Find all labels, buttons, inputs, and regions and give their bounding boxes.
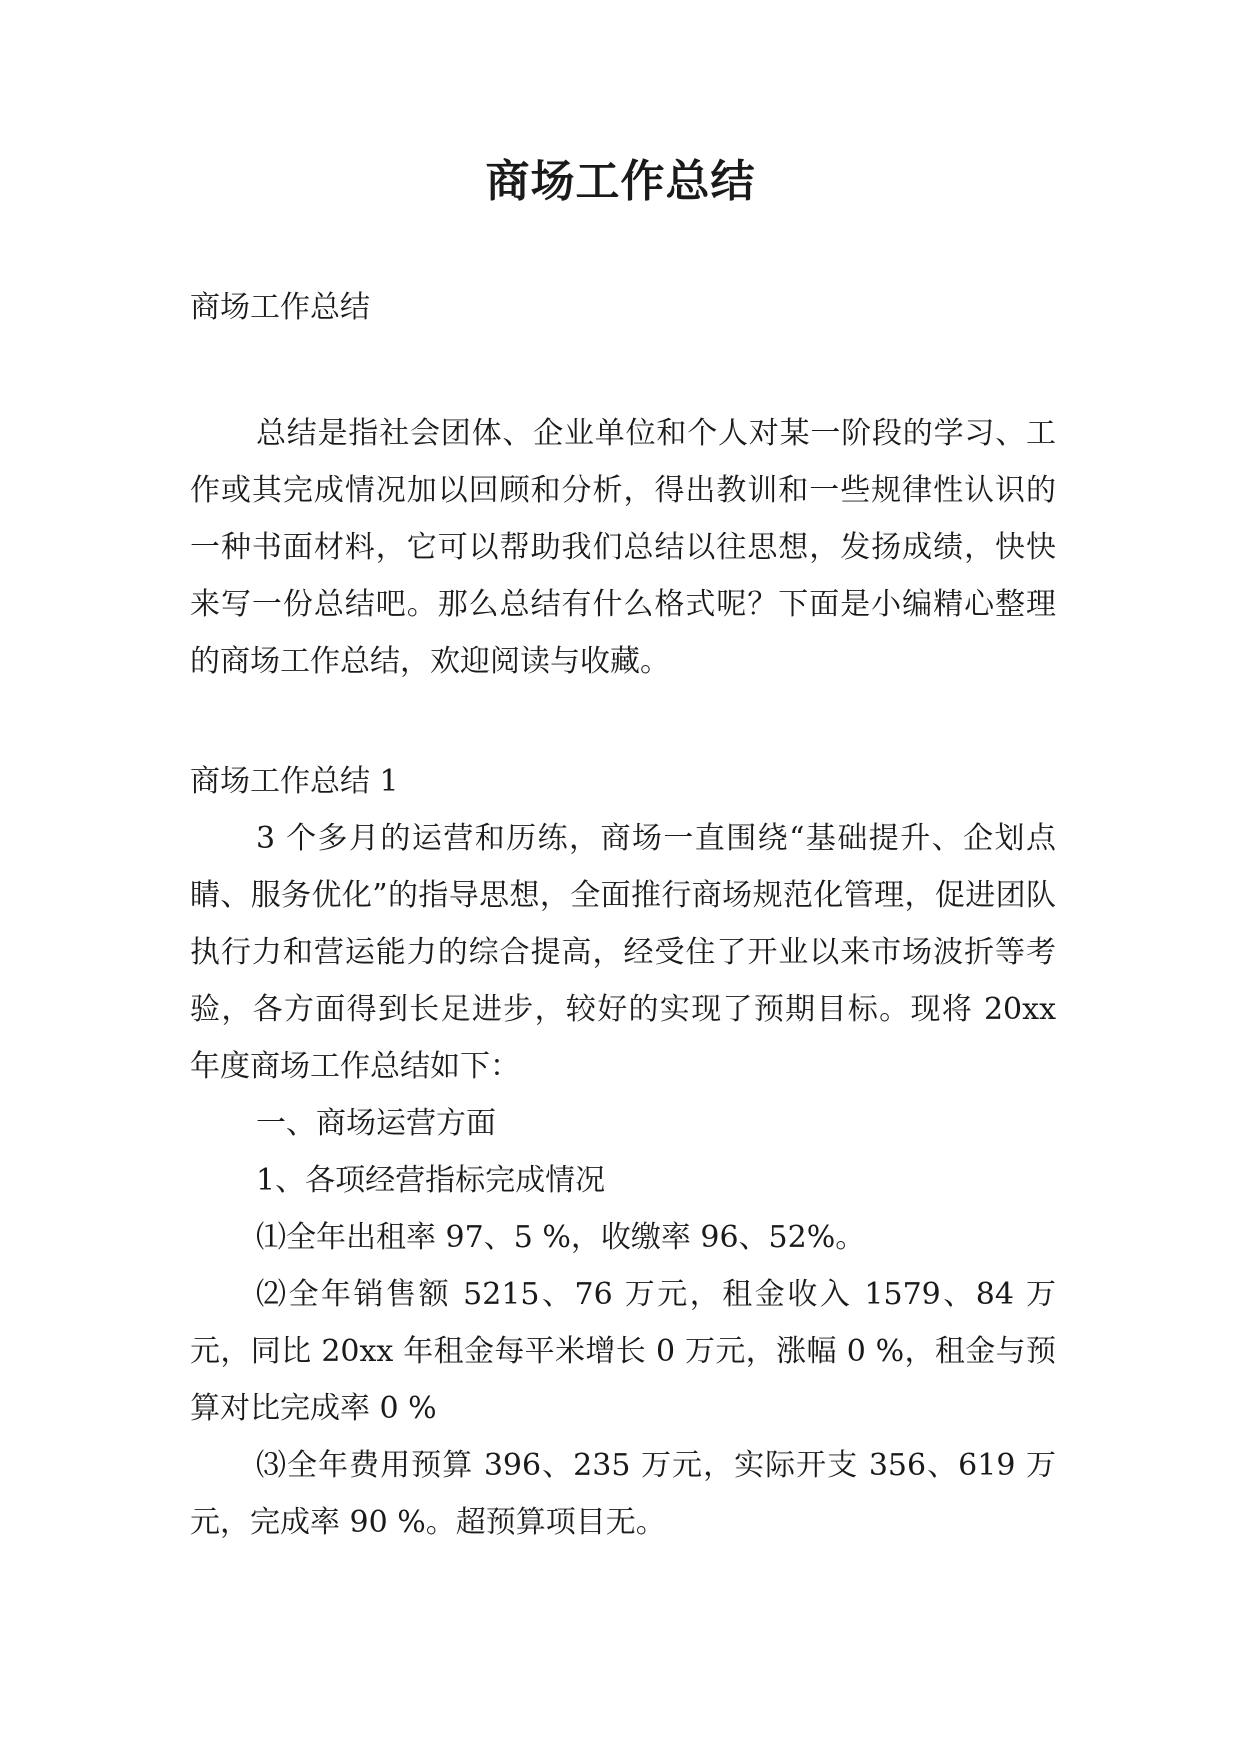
intro-paragraph: 总结是指社会团体、企业单位和个人对某一阶段的学习、工作或其完成情况加以回顾和分析，得出教训和一些规律性认识的一种书面材料，它可以帮助我们总结以往思想，发扬成绩，快快来写一份总结吧。那么总结有什么格式呢？下面是小编精心整理的商场工作总结，欢迎阅读与收藏。 [190, 416, 1056, 679]
list-item: ⑴全年出租率 97、5 %，收缴率 96、52%。 [256, 1220, 866, 1255]
section-paragraph: 3 个多月的运营和历练，商场一直围绕“基础提升、企划点睛、服务优化”的指导思想，全面推行商场规范化管理，促进团队执行力和营运能力的综合提高，经受住了开业以来市场波折等考验，各方面得到长足进步，较好的实现了预期目标。现将 20xx 年度商场工作总结如下： [190, 821, 1056, 1084]
section-1 [190, 753, 1056, 1551]
list-item: ⑶全年费用预算 396、235 万元，实际开支 356、619 万元，完成率 90 %。超预算项目无。 [190, 1448, 1056, 1540]
section-heading: 商场工作总结 1 [190, 764, 399, 799]
document-title: 商场工作总结 [485, 156, 756, 207]
section-subheading: 1、各项经营指标完成情况 [256, 1163, 606, 1198]
intro-block [190, 405, 1056, 690]
section-subheading: 一、商场运营方面 [256, 1106, 496, 1141]
document-subtitle: 商场工作总结 [190, 290, 370, 325]
list-item: ⑵全年销售额 5215、76 万元，租金收入 1579、84 万元，同比 20xx 年租金每平米增长 0 万元，涨幅 0 %，租金与预算对比完成率 0 % [190, 1277, 1056, 1426]
